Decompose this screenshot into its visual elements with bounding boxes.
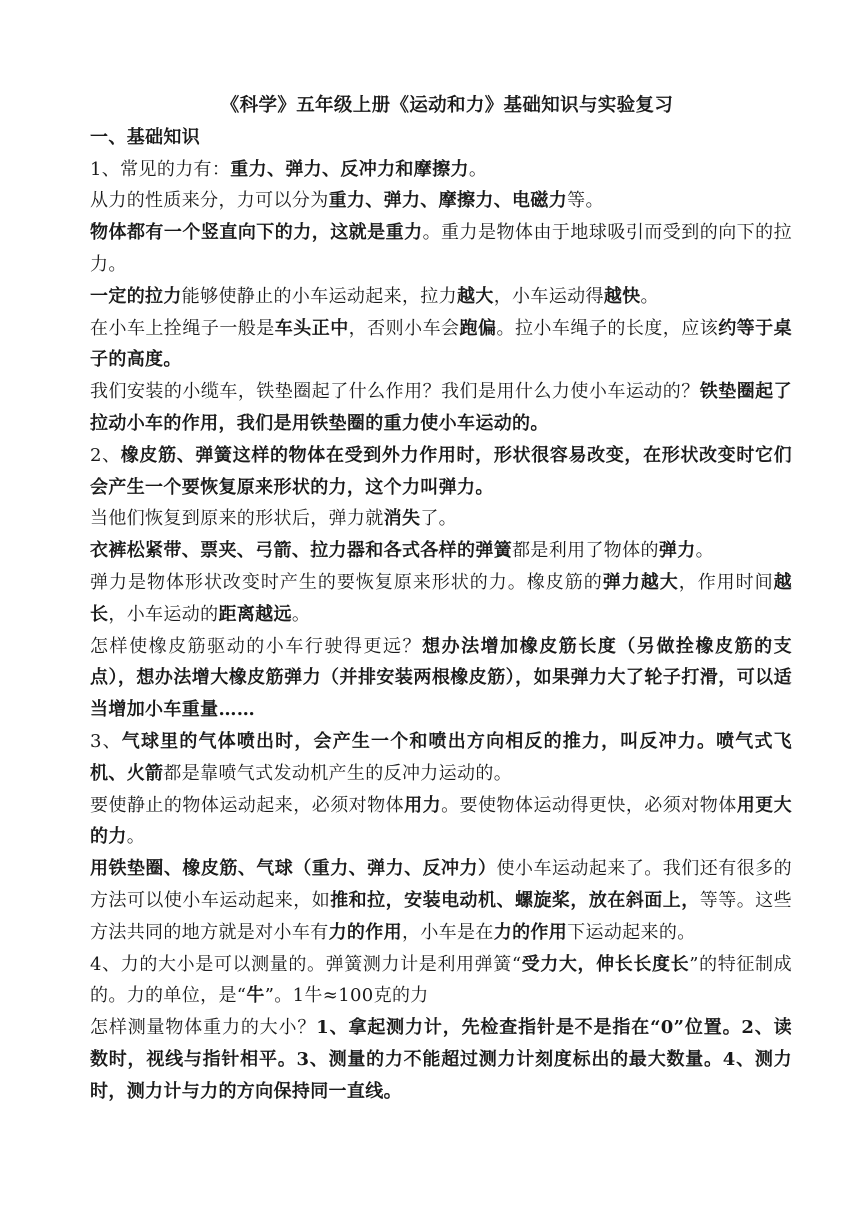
text-run: 。 [468, 158, 488, 180]
bold-text-run: 橡皮筋、弹簧这样的物体在受到外力作用时，形状很容易改变，在形状改变时它们会产生一个要恢复原来形状的力，这个力叫弹力。 [90, 444, 792, 498]
text-run: 。要使物体运动得更快，必须对物体 [441, 794, 737, 816]
document-title: 《科学》五年级上册《运动和力》基础知识与实验复习 [220, 95, 674, 116]
bold-text-run: 物体都有一个竖直向下的力，这就是重力 [90, 222, 423, 244]
paragraph [90, 726, 792, 790]
paragraph [90, 185, 792, 217]
text-run: 要使静止的物体运动起来，必须对物体 [90, 794, 405, 816]
paragraph [90, 567, 792, 631]
text-run: 2、 [90, 444, 121, 466]
paragraph [90, 217, 792, 281]
bold-text-run: 1、拿起测力计，先检查指针是不是指在“0”位置。2、读数时，视线与指针相平。3、测量的力不能超过测力计刻度标出的最大数量。4、测力时，测力计与力的方向保持同一直线。 [90, 1017, 793, 1102]
text-run: 从力的性质来分，力可以分为 [90, 190, 329, 212]
paragraph [90, 949, 792, 1013]
bold-text-run: 越长 [90, 571, 793, 625]
bold-text-run: 消失 [383, 508, 421, 530]
paragraph [90, 281, 792, 313]
bold-text-run: 弹力越大 [602, 571, 679, 593]
paragraph [90, 376, 792, 440]
text-run: 等。 [567, 190, 604, 212]
text-run: 1、常见的力有： [90, 158, 231, 180]
paragraph [90, 503, 792, 535]
text-run: 下运动起来的。 [567, 921, 696, 943]
text-run: 。 [291, 603, 311, 625]
bold-text-run: 受力大，伸长长度长 [521, 953, 690, 975]
section-heading: 一、基础知识 [90, 126, 201, 148]
text-run: 了。 [420, 508, 458, 530]
bold-text-run: 力的作用 [328, 921, 402, 943]
text-run: 怎样测量物体重力的大小？ [90, 1017, 317, 1039]
document-page [90, 90, 792, 1108]
text-run: 等等。这些方法共同的地方就是对小车有 [90, 889, 792, 943]
text-run: ，小车运动的 [108, 603, 219, 625]
bold-text-run: 铁垫圈起了拉动小车的作用，我们是用铁垫圈的重力使小车运动的。 [90, 381, 793, 434]
bold-text-run: 想办法增加橡皮筋长度（另做拴橡皮筋的支点），想办法增大橡皮筋弹力（并排安装两根橡皮筋），如果弹力大了轮子打滑，可以适当增加小车重量…… [90, 635, 792, 721]
text-run: 。 [695, 540, 714, 562]
bold-text-run: 用力 [404, 794, 442, 816]
paragraph [90, 790, 792, 854]
text-run: 能够使静止的小车运动起来，拉力 [181, 285, 457, 307]
text-run: 当他们恢复到原来的形状后，弹力就 [90, 508, 384, 530]
bold-text-run: 重力、弹力、反冲力和摩擦力 [230, 158, 469, 180]
paragraph [90, 313, 792, 377]
text-run: 我们安装的小缆车，铁垫圈起了什么作用？我们是用什么力使小车运动的？ [90, 381, 700, 403]
text-run: 在小车上拴绳子一般是 [90, 317, 275, 339]
bold-text-run: 跑偏 [459, 317, 497, 339]
text-run: 都是靠喷气式发动机产生的反冲力运动的。 [163, 762, 513, 784]
bold-text-run: 用铁垫圈、橡皮筋、气球（重力、弹力、反冲力） [90, 858, 497, 880]
text-run: 都是利用了物体的 [512, 540, 659, 562]
text-run: 。拉小车绳子的长度，应该 [496, 317, 719, 339]
bold-text-run: 越大 [457, 285, 494, 307]
bold-text-run: 距离越远 [218, 603, 292, 625]
bold-text-run: 越快 [603, 285, 641, 307]
text-run: 3、 [90, 730, 122, 752]
text-run: ”的特征制成的。力的单位，是“ [90, 953, 792, 1007]
paragraph [90, 631, 792, 726]
text-run: 弹力是物体形状改变时产生的要恢复原来形状的力。橡皮筋的 [90, 571, 603, 593]
text-run: ，小车运动得 [493, 285, 604, 307]
text-run: 怎样使橡皮筋驱动的小车行驶得更远？ [90, 635, 423, 657]
bold-text-run: 约等于桌子的高度。 [90, 317, 792, 371]
bold-text-run: 一定的拉力 [90, 285, 182, 307]
bold-text-run: 弹力 [658, 540, 696, 562]
document-body [90, 154, 792, 1108]
paragraph [90, 154, 792, 186]
text-run: 。 [640, 285, 659, 307]
bold-text-run: 车头正中 [274, 317, 349, 339]
bold-text-run: 重力、弹力、摩擦力、电磁力 [328, 190, 568, 212]
text-run: 4、力的大小是可以测量的。弹簧测力计是利用弹簧“ [90, 953, 522, 975]
bold-text-run: 力的作用 [493, 921, 568, 943]
text-run: 。重力是物体由于地球吸引而受到的向下的拉力。 [90, 222, 792, 275]
paragraph [90, 1012, 792, 1107]
text-run: 使小车运动起来了。我们还有很多的方法可以使小车运动起来，如 [90, 858, 792, 911]
bold-text-run: 用更大的力 [90, 794, 792, 848]
bold-text-run: 衣裤松紧带、票夹、弓箭、拉力器和各式各样的弹簧 [90, 540, 513, 562]
text-run: ，小车是在 [401, 921, 494, 943]
bold-text-run: 推和拉，安装电动机、螺旋桨，放在斜面上， [330, 889, 700, 911]
paragraph [90, 440, 792, 504]
bold-text-run: 气球里的气体喷出时，会产生一个和喷出方向相反的推力，叫反冲力。喷气式飞机、火箭 [90, 730, 792, 784]
text-run: ，否则小车会 [348, 317, 460, 339]
text-run: ，作用时间 [678, 571, 774, 593]
bold-text-run: 牛 [246, 985, 265, 1007]
paragraph [90, 853, 792, 948]
text-run: 。 [126, 826, 146, 848]
text-run: ”。1牛≈100克的力 [264, 985, 429, 1007]
paragraph [90, 535, 792, 567]
